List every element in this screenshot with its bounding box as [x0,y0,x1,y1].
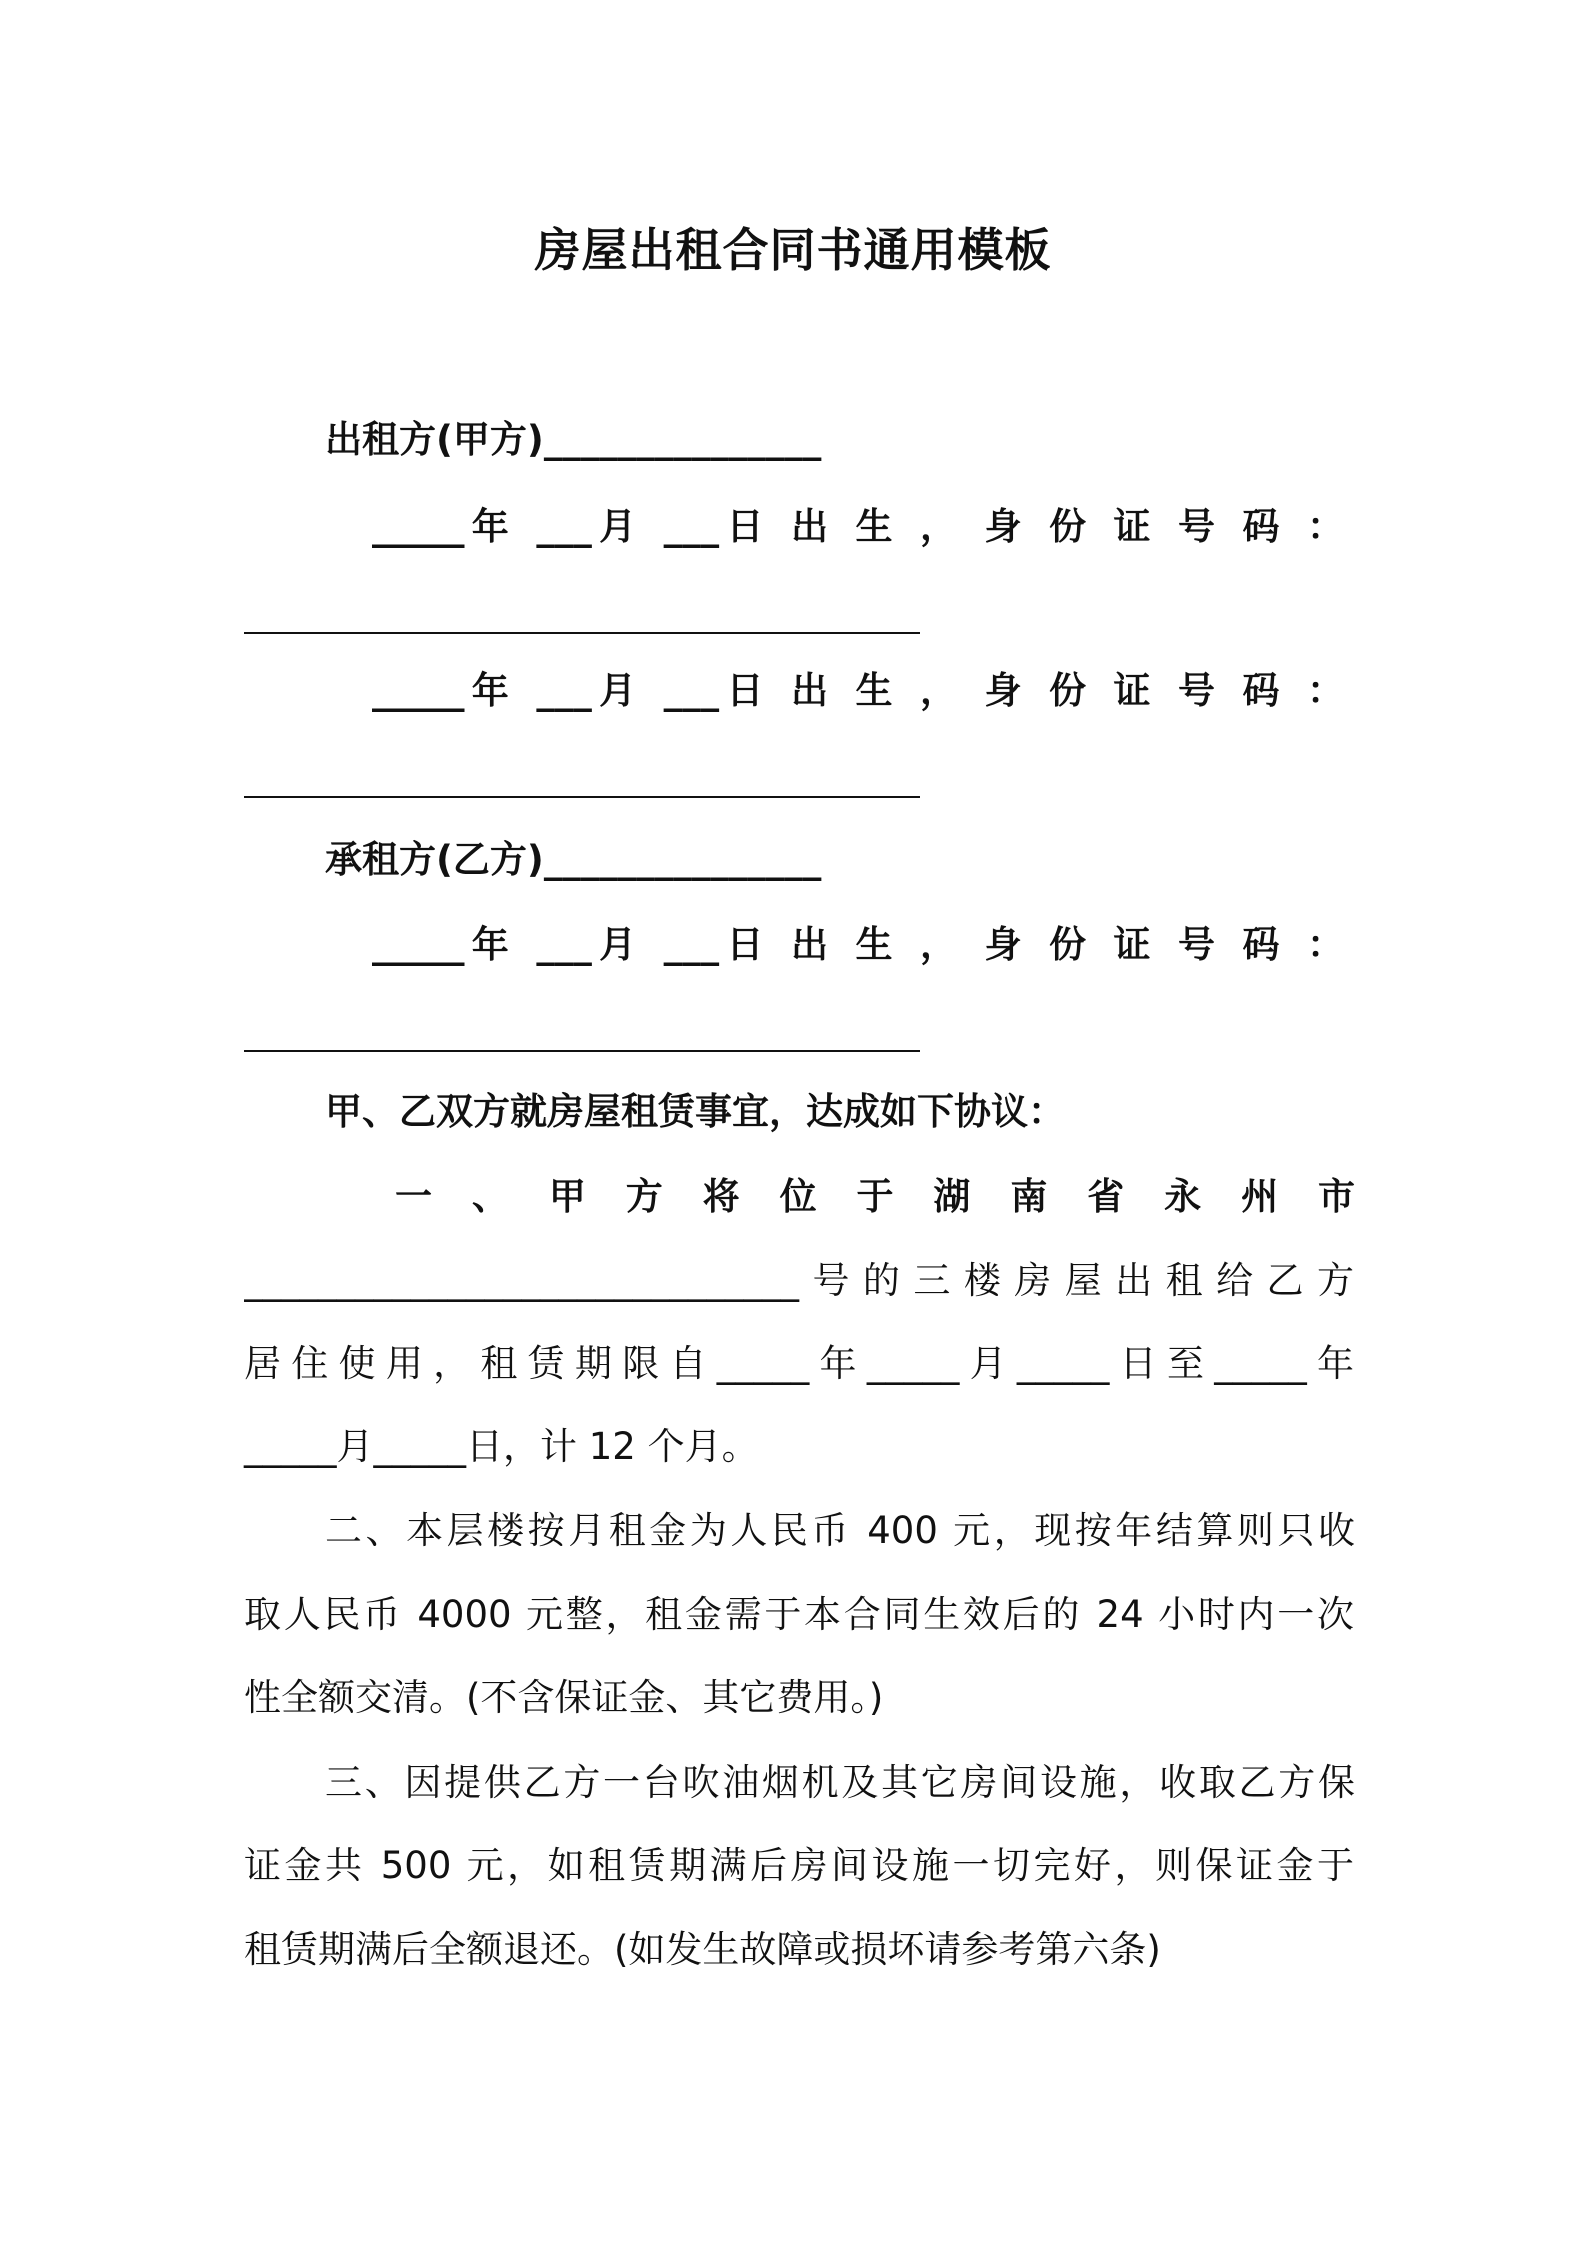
agreement-intro: 甲、乙双方就房屋租赁事宜，达成如下协议： [325,1090,1065,1133]
clause-1-line-3: 居住使用，租赁期限自_____年_____月_____日至_____年 [244,1342,1354,1385]
clause-3-line-2: 证金共 500 元，如租赁期满后房间设施一切完好，则保证金于 [244,1844,1354,1887]
clause-1-line-2: ______________________________号的三楼房屋出租给乙方 [244,1259,1354,1302]
clause-2-line-2: 取人民币 4000 元整，租金需于本合同生效后的 24 小时内一次 [244,1593,1354,1636]
id-number-blank-2 [244,796,920,798]
clause-2-line-3: 性全额交清。(不含保证金、其它费用。) [244,1676,884,1719]
lessor-label: 出租方(甲方)_______________ [325,418,822,461]
clause-1-line-4: _____月_____日，计 12 个月。 [244,1425,759,1468]
birth-id-line-3: _____年 ___月 ___日 出 生 ， 身 份 证 号 码 ： [372,923,1344,966]
id-number-blank-1 [244,632,920,634]
birth-id-line-1: _____年 ___月 ___日 出 生 ， 身 份 证 号 码 ： [372,505,1344,548]
clause-3-line-3: 租赁期满后全额退还。(如发生故障或损坏请参考第六条) [244,1928,1161,1971]
birth-id-line-2: _____年 ___月 ___日 出 生 ， 身 份 证 号 码 ： [372,669,1344,712]
document-title: 房屋出租合同书通用模板 [534,223,1052,277]
lessee-label: 承租方(乙方)_______________ [325,838,822,881]
clause-1-line-1: 一 、 甲 方 将 位 于 湖 南 省 永 州 市 [395,1175,1355,1218]
id-number-blank-3 [244,1050,920,1052]
clause-3-line-1: 三、因提供乙方一台吹油烟机及其它房间设施，收取乙方保 [325,1761,1355,1804]
clause-2-line-1: 二、本层楼按月租金为人民币 400 元，现按年结算则只收 [325,1509,1355,1552]
